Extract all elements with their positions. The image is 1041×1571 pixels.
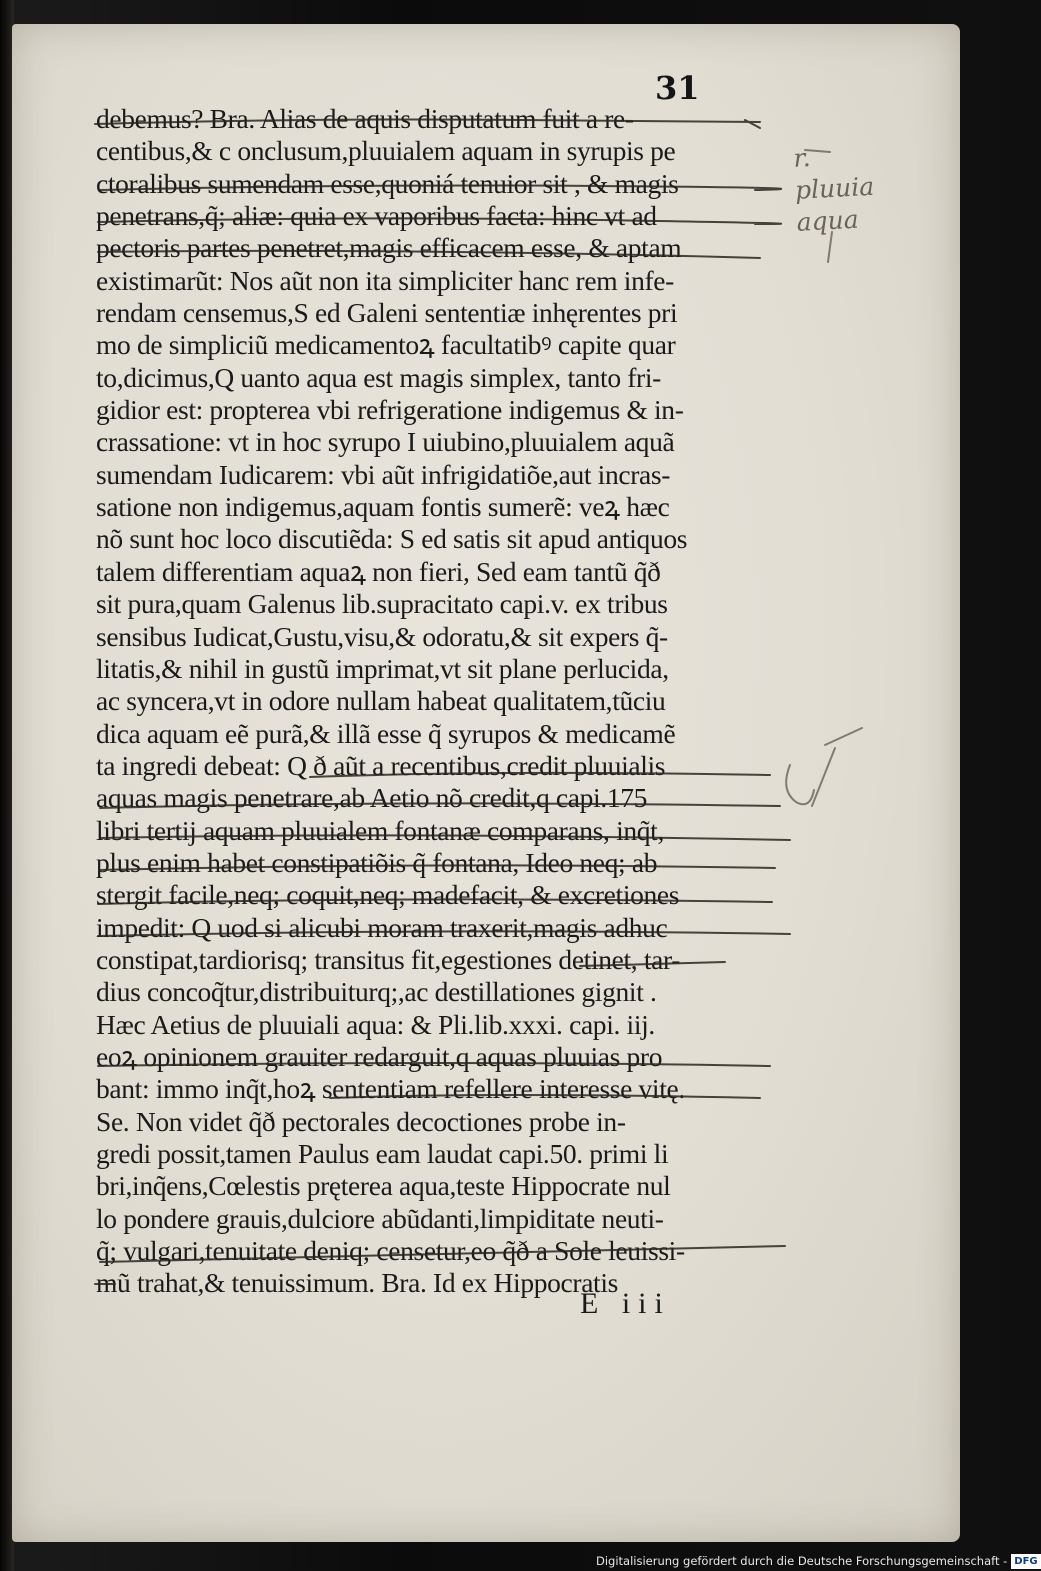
text-line: centibus,& c onclusum,pluuialem aquam in syrupis pe: [96, 135, 676, 167]
text-line: sit pura,quam Galenus lib.supracitato capi.v. ex tribus: [96, 588, 668, 620]
text-line: mũ trahat,& tenuissimum. Bra. Id ex Hippocratis: [96, 1267, 618, 1299]
printed-text-block: [96, 103, 771, 1300]
text-line: gredi possit,tamen Paulus eam laudat capi.50. primi li: [96, 1138, 669, 1169]
text-line: impedit: Q uod si alicubi moram traxerit,magis adhuc: [96, 911, 668, 943]
footer-credit: Digitalisierung gefördert durch die Deutsche Forschungsgemeinschaft -: [596, 1554, 1008, 1568]
marginal-note-line: aqua: [795, 204, 860, 237]
text-line: litatis,& nihil in gustũ imprimat,vt sit plane perlucida,: [96, 652, 669, 684]
text-line: satione non indigemus,aquam fontis sumerẽ: veꝝ hæc: [96, 491, 670, 523]
text-line: bant: immo inq̃t,hoꝝ sententiam refellere interesse vitę.: [96, 1073, 685, 1105]
text-line: Hæc Aetius de pluuiali aqua: & Pli.lib.xxxi. capi. iij.: [96, 1008, 655, 1040]
text-line: plus enim habet constipatiõis q̃ fontana, Ideo neq; ab: [96, 846, 658, 878]
text-line: Se. Non videt q̃ð pectorales decoctiones probe in-: [96, 1105, 626, 1137]
text-line: debemus? Bra. Alias de aquis disputatum fuit a re-: [96, 103, 634, 134]
dfg-logo: DFG: [1011, 1554, 1040, 1569]
text-line: ac syncera,vt in odore nullam habeat qualitatem,tũciu: [96, 685, 666, 717]
text-line: pectoris partes penetret,magis efficacem esse, & aptam: [96, 232, 682, 264]
text-line: lo pondere grauis,dulciore abũdanti,limpiditate neuti-: [96, 1202, 664, 1234]
text-line: ctoralibus sumendam esse,quoniá tenuior sit , & magis: [96, 167, 679, 199]
text-line: talem differentiam aquaꝝ non fieri, Sed eam tantũ q̃ð: [96, 555, 661, 587]
text-line: penetrans,q̃; aliæ: quia ex vaporibus facta: hinc vt ad: [96, 200, 657, 232]
text-line: bri,inq̃ens,Cœlestis prętereа aqua,teste Hippocrate nul: [96, 1170, 671, 1202]
text-line: aquas magis penetrare,ab Aetio nõ credit,q capi.175: [96, 782, 648, 814]
digitization-footer: [596, 1551, 1041, 1571]
text-line: dius concoq̃tur,distribuiturq;,ac destillationes gignit .: [96, 976, 657, 1008]
handwritten-marginal-note: [793, 137, 908, 239]
signature-mark: E iii: [580, 1287, 671, 1320]
text-line: sumendam Iudicarem: vbi aũt infrigidatiõe,aut incras-: [96, 458, 671, 490]
text-line: gidior est: propterea vbi refrigeratione indigemus & in-: [96, 394, 684, 426]
text-line: to,dicimus,Q uanto aqua est magis simplex, tanto fri-: [96, 361, 661, 393]
text-line: rendam censemus,S ed Galeni sententiæ inhęrentes pri: [96, 297, 678, 329]
text-line: dica aquam eẽ purã,& illã esse q̃ syrupos & medicamẽ: [96, 717, 676, 749]
text-line: ta ingredi debeat: Q ð aũt a recentibus,credit pluuialis: [96, 749, 666, 781]
text-line: sensibus Iudicat,Gustu,visu,& odoratu,& sit expers q̃-: [96, 620, 668, 652]
text-line: crassatione: vt in hoc syrupo I uiubino,pluuialem aquã: [96, 426, 675, 458]
text-line: stergit facile,neq; coquit,neq; madefacit, & excretiones: [96, 879, 680, 911]
text-line: eoꝝ opinionem grauiter redarguit,q aquas pluuias pro: [96, 1040, 663, 1072]
marginal-note-line: r.: [792, 143, 812, 173]
folio-number: 31: [655, 69, 700, 107]
text-line: q̃; vulgari,tenuitate deniq; censetur,eo q̃ð a Sole leuissi-: [96, 1235, 685, 1267]
text-line: constipat,tardiorisq; transitus fit,egestiones detinet, tar-: [96, 943, 681, 975]
text-line: existimarũt: Nos aũt non ita simpliciter hanc rem infe-: [96, 264, 674, 296]
marginal-note-line: pluuia: [794, 171, 875, 205]
text-line: nõ sunt hoc loco discutiẽda: S ed satis sit apud antiquos: [96, 523, 688, 555]
text-line: mo de simpliciũ medicamentoꝝ facultatibꝰ capite quar: [96, 329, 676, 361]
text-line: libri tertij aquam pluuialem fontanæ comparans, inq̃t,: [96, 814, 664, 846]
